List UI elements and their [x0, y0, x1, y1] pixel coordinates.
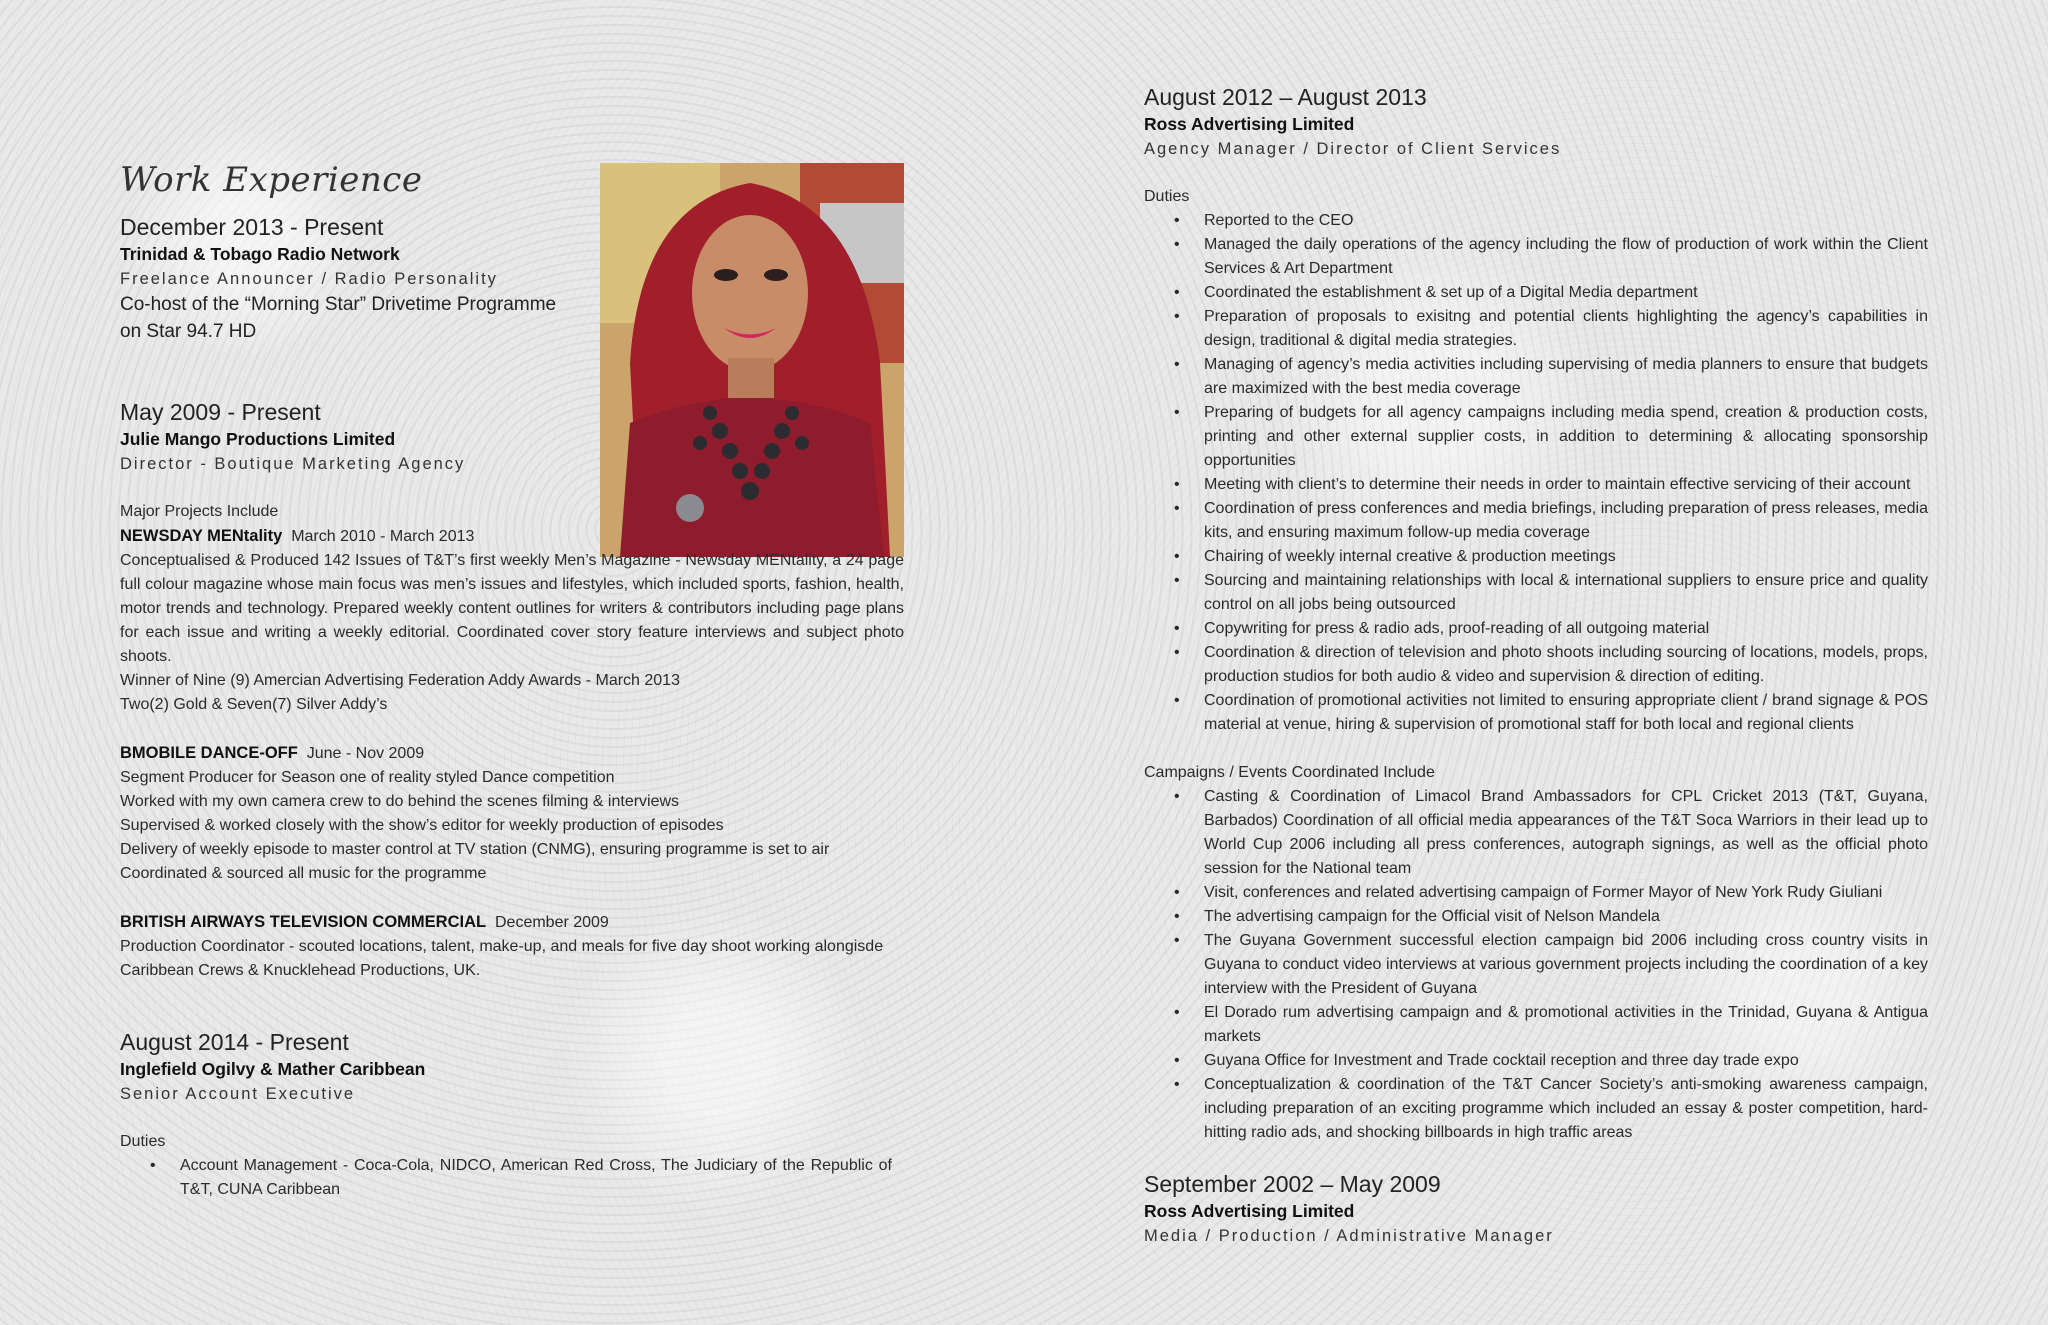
- project-award: Two(2) Gold & Seven(7) Silver Addy’s: [120, 696, 388, 713]
- job-date: September 2002 – May 2009: [1144, 1171, 1441, 1197]
- job-julie-mango: [120, 397, 904, 983]
- list-item: • El Dorado rum advertising campaign and & promotional activities in the Trinidad, Guyana & Antigua markets: [1204, 1001, 1928, 1049]
- list-item: • The Guyana Government successful election campaign bid 2006 including cross country visits in Guyana to conduct video interviews at various government projects including the coordination of a key interview with the President of Guyana: [1204, 929, 1928, 1001]
- job-company: Julie Mango Productions Limited: [120, 429, 396, 449]
- project-date: March 2010 - March 2013: [291, 528, 475, 545]
- list-item: • Conceptualization & coordination of the T&T Cancer Society’s anti-smoking awareness campaign, including preparation of an exciting programme which included an essay & poster competition, hard-hitting radio ads, and shocking billboards in high traffic areas: [1204, 1073, 1928, 1145]
- project-name: BRITISH AIRWAYS TELEVISION COMMERCIAL: [120, 913, 487, 931]
- duties-list: [120, 1154, 904, 1202]
- right-column: [1144, 82, 1928, 1248]
- job-company: Trinidad & Tobago Radio Network: [120, 244, 400, 264]
- job-role: Agency Manager / Director of Client Services: [1144, 140, 1562, 158]
- duties-list: [1144, 209, 1928, 737]
- list-item: • Sourcing and maintaining relationships with local & international suppliers to ensure price and quality control on all jobs being outsourced: [1204, 569, 1928, 617]
- list-item: • Casting & Coordination of Limacol Brand Ambassadors for CPL Cricket 2013 (T&T, Guyana, Barbados) Coordination of all official media appearances of the T&T Soca Warriors in their lead up to World Cup 2006 including all press conferences, autograph signings, as well as the official photo session for the National team: [1204, 785, 1928, 881]
- project-description: Production Coordinator - scouted locations, talent, make-up, and meals for five day shoot working alongisde Caribbean Crews & Knucklehead Productions, UK.: [120, 938, 884, 979]
- job-description: Co-host of the “Morning Star” Drivetime Programme: [120, 294, 557, 315]
- section-heading-work-experience: Work Experience: [120, 160, 423, 200]
- project-british-airways: [120, 910, 904, 935]
- job-date: August 2012 – August 2013: [1144, 84, 1427, 110]
- duties-label: Duties: [120, 1133, 166, 1150]
- list-item: • Coordination & direction of television and photo shoots including sourcing of locations, models, props, production studios for both audio & video and supervision & direction of editing.: [1204, 641, 1928, 689]
- list-item: • Managed the daily operations of the agency including the flow of production of work within the Client Services & Art Department: [1204, 233, 1928, 281]
- job-role: Media / Production / Administrative Manager: [1144, 1227, 1554, 1245]
- project-award: Winner of Nine (9) Amercian Advertising Federation Addy Awards - March 2013: [120, 672, 680, 689]
- project-line: Segment Producer for Season one of reality styled Dance competition: [120, 769, 615, 786]
- project-description: Conceptualised & Produced 142 Issues of T&T’s first weekly Men’s Magazine - Newsday MENtality, a 24 page full colour magazine whose main focus was men’s issues and lifestyles, which included sports, fashion, health, motor trends and technology. Prepared weekly content outlines for writers & contributors including page plans for each issue and writing a weekly editorial. Coordinated cover story feature interviews and subject photo shoots.: [120, 552, 904, 665]
- list-item: • Guyana Office for Investment and Trade cocktail reception and three day trade expo: [1204, 1049, 1928, 1073]
- list-item: • Coordinated the establishment & set up of a Digital Media department: [1204, 281, 1928, 305]
- project-bmobile: [120, 741, 904, 766]
- job-date: December 2013 - Present: [120, 214, 384, 240]
- list-item: • Managing of agency’s media activities including supervising of media planners to ensure that budgets are maximized with the best media coverage: [1204, 353, 1928, 401]
- list-item: • Copywriting for press & radio ads, proof-reading of all outgoing material: [1204, 617, 1928, 641]
- project-name: NEWSDAY MENtality: [120, 527, 283, 545]
- project-line: Coordinated & sourced all music for the programme: [120, 865, 487, 882]
- job-description-line2: on Star 94.7 HD: [120, 321, 257, 342]
- job-company: Inglefield Ogilvy & Mather Caribbean: [120, 1059, 426, 1079]
- job-inglefield-ogilvy: [120, 1027, 904, 1202]
- list-item: • The advertising campaign for the Official visit of Nelson Mandela: [1204, 905, 1928, 929]
- project-name: BMOBILE DANCE-OFF: [120, 744, 298, 762]
- project-newsday: [120, 524, 904, 549]
- job-role: Freelance Announcer / Radio Personality: [120, 270, 498, 288]
- list-item: • Visit, conferences and related advertising campaign of Former Mayor of New York Rudy Giuliani: [1204, 881, 1928, 905]
- list-item: • Coordination of promotional activities not limited to ensuring appropriate client / brand signage & POS material at venue, hiring & supervision of promotional staff for both local and regional clients: [1204, 689, 1928, 737]
- left-column: [120, 160, 904, 1202]
- list-item: • Reported to the CEO: [1204, 209, 1928, 233]
- major-projects-label: Major Projects Include: [120, 503, 279, 520]
- list-item: • Preparing of budgets for all agency campaigns including media spend, creation & production costs, printing and other external supplier costs, in addition to determining & allocating sponsorship opportunities: [1204, 401, 1928, 473]
- project-line: Worked with my own camera crew to do behind the scenes filming & interviews: [120, 793, 680, 810]
- job-company: Ross Advertising Limited: [1144, 1201, 1355, 1221]
- job-role: Director - Boutique Marketing Agency: [120, 455, 466, 473]
- duties-label: Duties: [1144, 188, 1190, 205]
- project-line: Delivery of weekly episode to master control at TV station (CNMG), ensuring programme is set to air: [120, 841, 830, 858]
- job-date: August 2014 - Present: [120, 1029, 349, 1055]
- job-company: Ross Advertising Limited: [1144, 114, 1355, 134]
- project-line: Supervised & worked closely with the show’s editor for weekly production of episodes: [120, 817, 724, 834]
- campaigns-label: Campaigns / Events Coordinated Include: [1144, 764, 1435, 781]
- job-ross-agency-manager: [1144, 82, 1928, 1145]
- list-item: • Preparation of proposals to exisitng and potential clients highlighting the agency’s capabilities in design, traditional & digital media strategies.: [1204, 305, 1928, 353]
- list-item: • Coordination of press conferences and media briefings, including preparation of press releases, media kits, and ensuring maximum follow-up media coverage: [1204, 497, 1928, 545]
- job-ross-media-manager: [1144, 1169, 1928, 1248]
- list-item: • Account Management - Coca-Cola, NIDCO, American Red Cross, The Judiciary of the Republic of T&T, CUNA Caribbean: [180, 1154, 892, 1202]
- job-trinidad-radio: [120, 212, 904, 345]
- project-date: June - Nov 2009: [306, 745, 425, 762]
- project-date: December 2009: [494, 914, 609, 931]
- job-date: May 2009 - Present: [120, 399, 321, 425]
- list-item: • Chairing of weekly internal creative & production meetings: [1204, 545, 1928, 569]
- campaigns-list: [1144, 785, 1928, 1145]
- list-item: • Meeting with client’s to determine their needs in order to maintain effective servicing of their account: [1204, 473, 1928, 497]
- job-role: Senior Account Executive: [120, 1085, 356, 1103]
